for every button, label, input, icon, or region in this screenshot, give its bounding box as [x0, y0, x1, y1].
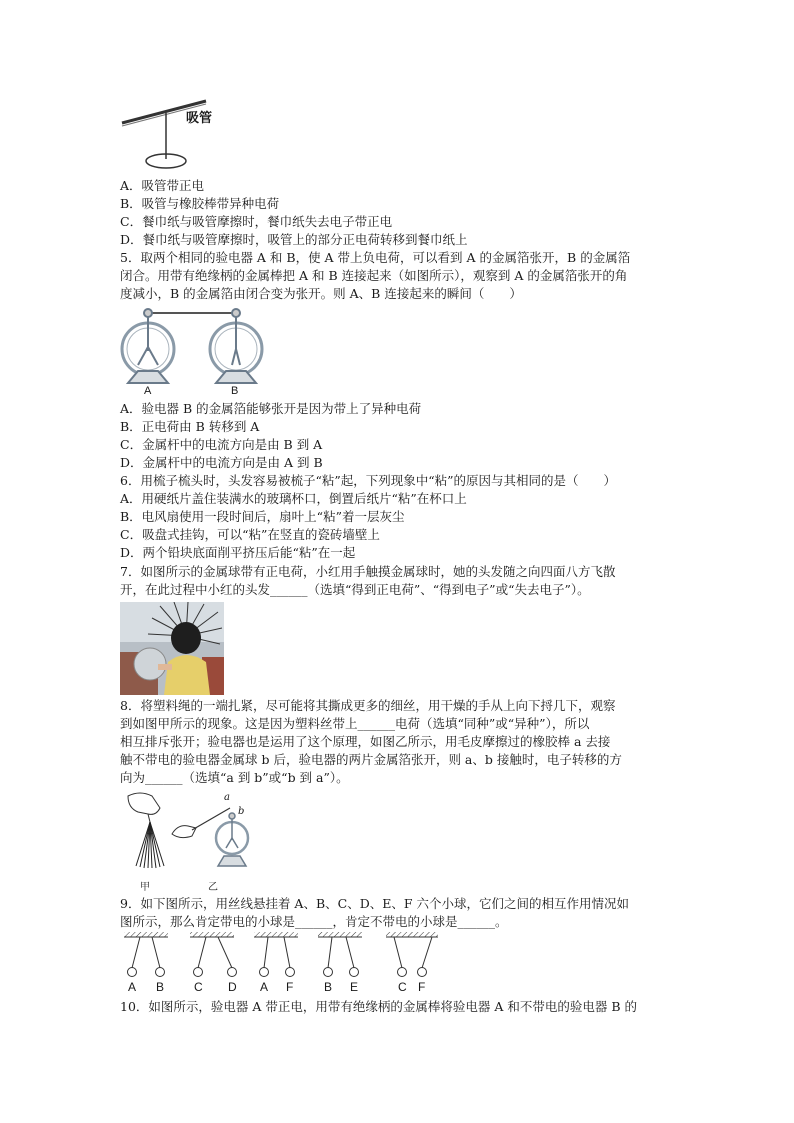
ball-label: F: [286, 980, 294, 994]
straw-label: 吸管: [186, 110, 213, 125]
pair-ab: [124, 932, 168, 977]
q5-option-a: A．验电器 B 的金属箔能够张开是因为带上了异种电荷: [120, 401, 422, 416]
q6-option-a: A．用硬纸片盖住装满水的玻璃杯口，倒置后纸片“粘”在杯口上: [120, 491, 467, 506]
rod-letter-a: a: [224, 792, 230, 803]
q7-stem-line-2: 开，在此过程中小红的头发______（选填“得到正电荷”、“得到电子”或“失去电子”）。: [120, 582, 590, 597]
q5-stem-line-1: 5．取两个相同的验电器 A 和 B，使 A 带上负电荷，可以看到 A 的金属箔张开，B 的金属箔: [120, 250, 631, 265]
q4-option-a: A．吸管带正电: [120, 178, 205, 193]
ball-letter-b: b: [238, 806, 245, 817]
electroscopes-drawing: [120, 305, 280, 387]
q5-option-d: D．金属杆中的电流方向是由 A 到 B: [120, 455, 323, 470]
electroscope-a-label: A: [144, 385, 152, 397]
electroscope-figure-ab: [120, 305, 280, 400]
figure-jia-label: 甲: [140, 882, 150, 893]
q5-option-c: C．金属杆中的电流方向是由 B 到 A: [120, 437, 323, 452]
pair-cf: [386, 932, 438, 977]
electroscope-a: [122, 309, 174, 383]
q8-stem-line-4: 触不带电的验电器金属球 b 后，验电器的两片金属箔张开，则 a、b 接触时，电子转移的方: [120, 752, 622, 767]
q8-stem-line-3: 相互排斥张开；验电器也是运用了这个原理，如图乙所示，用毛皮摩擦过的橡胶棒 a 去接: [120, 734, 611, 749]
ball-label: C: [398, 980, 407, 994]
ball-label: A: [128, 980, 137, 994]
ball-label: B: [324, 980, 333, 994]
q7-stem-line-1: 7．如图所示的金属球带有正电荷，小红用手触摸金属球时，她的头发随之向四面八方飞散: [120, 564, 616, 579]
q4-option-d: D．餐巾纸与吸管摩擦时，吸管上的部分正电荷转移到餐巾纸上: [120, 232, 468, 247]
q4-option-c: C．餐巾纸与吸管摩擦时，餐巾纸失去电子带正电: [120, 214, 393, 229]
q8-stem-line-2: 到如图甲所示的现象。这是因为塑料丝带上______电荷（选填“同种”或“异种”），所以: [120, 716, 590, 731]
q9-stem-line-1: 9．如下图所示，用丝线悬挂着 A、B、C、D、E、F 六个小球，它们之间的相互作用情况如: [120, 896, 629, 911]
ball-label: F: [418, 980, 426, 994]
ball-label: A: [260, 980, 269, 994]
ball-label: B: [156, 980, 165, 994]
pair-be: [318, 932, 362, 977]
q4-option-b: B．吸管与橡胶棒带异种电荷: [120, 196, 280, 211]
ball-label: E: [350, 980, 359, 994]
q9-stem-line-2: 图所示，那么肯定带电的小球是______，肯定不带电的小球是______。: [120, 914, 508, 929]
q6-option-d: D．两个铅块底面削平挤压后能“粘”在一起: [120, 545, 356, 560]
hair-photo: [120, 602, 224, 695]
q8-stem-line-5: 向为______（选填“a 到 b”或“b 到 a”）。: [120, 770, 349, 785]
suspended-balls-figure: [118, 932, 448, 998]
q6-option-b: B．电风扇使用一段时间后，扇叶上“粘”着一层灰尘: [120, 509, 405, 524]
q5-stem-line-3: 度减小，B 的金属箔由闭合变为张开。则 A、B 连接起来的瞬间（ ）: [120, 286, 522, 301]
rod-electroscope-figure: [168, 790, 258, 892]
q6-stem: 6．用梳子梳头时，头发容易被梳子“粘”起，下列现象中“粘”的原因与其相同的是（ ）: [120, 473, 617, 488]
ball-label: C: [194, 980, 203, 994]
electroscope-b-label: B: [231, 385, 239, 397]
q6-option-c: C．吸盘式挂钩，可以“粘”在竖直的瓷砖墙壁上: [120, 527, 380, 542]
electroscope-b: [210, 309, 262, 383]
pair-cd: [190, 932, 237, 977]
rod-touching-electroscope: [168, 790, 258, 870]
pair-af: [254, 932, 298, 977]
q8-stem-line-1: 8．将塑料绳的一端扎紧，尽可能将其撕成更多的细丝，用干燥的手从上向下捋几下，观察: [120, 698, 616, 713]
q5-stem-line-2: 闭合。用带有绝缘柄的金属棒把 A 和 B 连接起来（如图所示），观察到 A 的金属箔张开的角: [120, 268, 628, 283]
ball-label: D: [228, 980, 237, 994]
charged-hair-photo-drawing: [120, 602, 224, 695]
q10-stem-line-1: 10．如图所示，验电器 A 带正电，用带有绝缘柄的金属棒将验电器 A 和不带电的验电器 B 的: [120, 999, 637, 1014]
figure-yi-label: 乙: [208, 882, 218, 893]
q5-option-b: B．正电荷由 B 转移到 A: [120, 419, 260, 434]
straw-figure: [118, 95, 228, 175]
